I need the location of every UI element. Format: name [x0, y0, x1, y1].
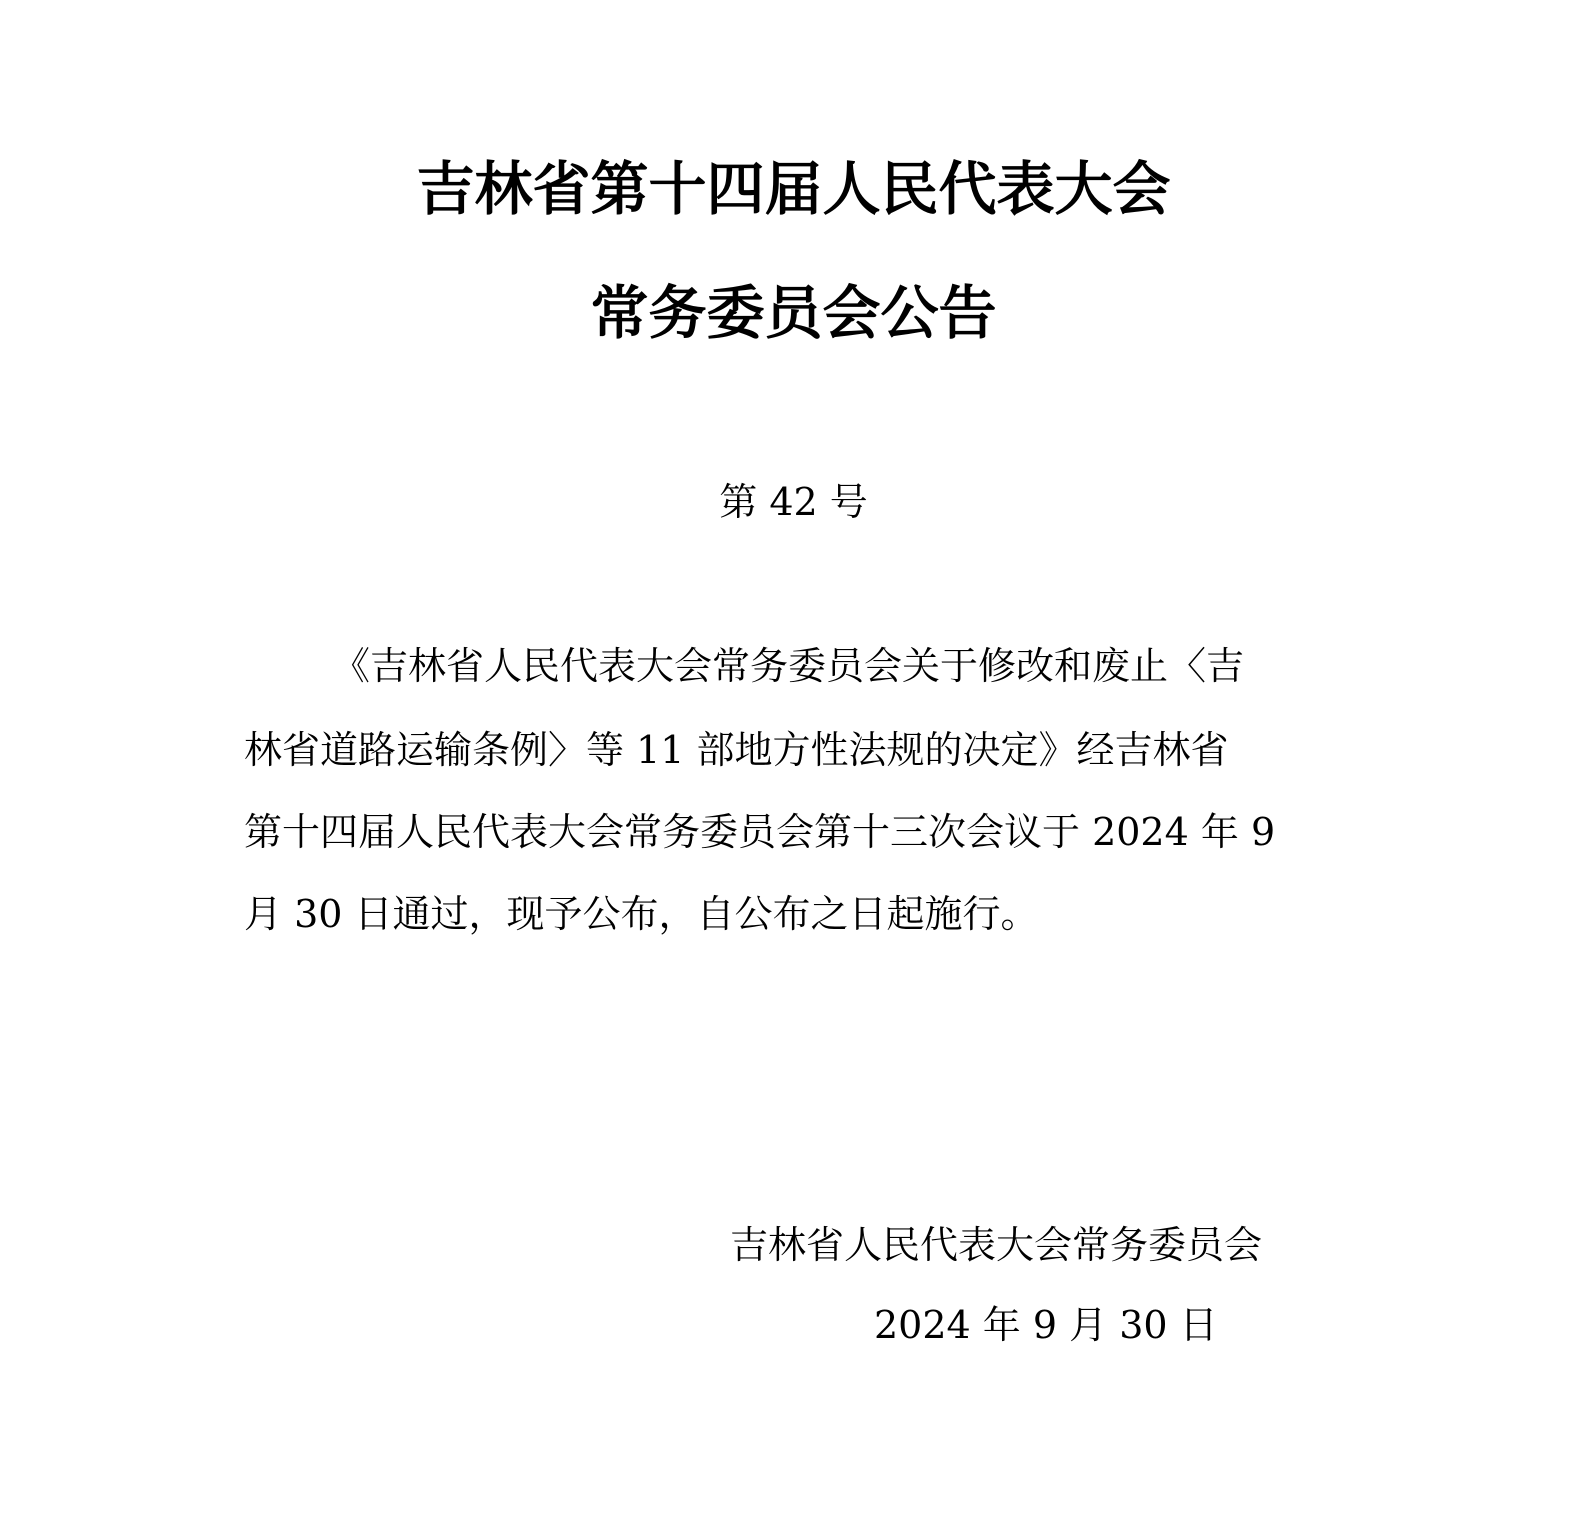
signature-date: 2024 年 9 月 30 日	[874, 1303, 1218, 1347]
announcement-number: 第 42 号	[719, 480, 868, 524]
title-line-1: 吉林省第十四届人民代表大会	[416, 155, 1171, 223]
title-line-2: 常务委员会公告	[590, 279, 997, 347]
signature-organization: 吉林省人民代表大会常务委员会	[730, 1223, 1263, 1267]
body-line-3: 第十四届人民代表大会常务委员会第十三次会议于 2024 年 9	[244, 810, 1276, 854]
body-line-4: 月 30 日通过，现予公布，自公布之日起施行。	[244, 892, 1039, 936]
body-line-1: 《吉林省人民代表大会常务委员会关于修改和废止〈吉	[332, 644, 1245, 688]
body-line-2: 林省道路运输条例〉等 11 部地方性法规的决定》经吉林省	[244, 728, 1229, 772]
